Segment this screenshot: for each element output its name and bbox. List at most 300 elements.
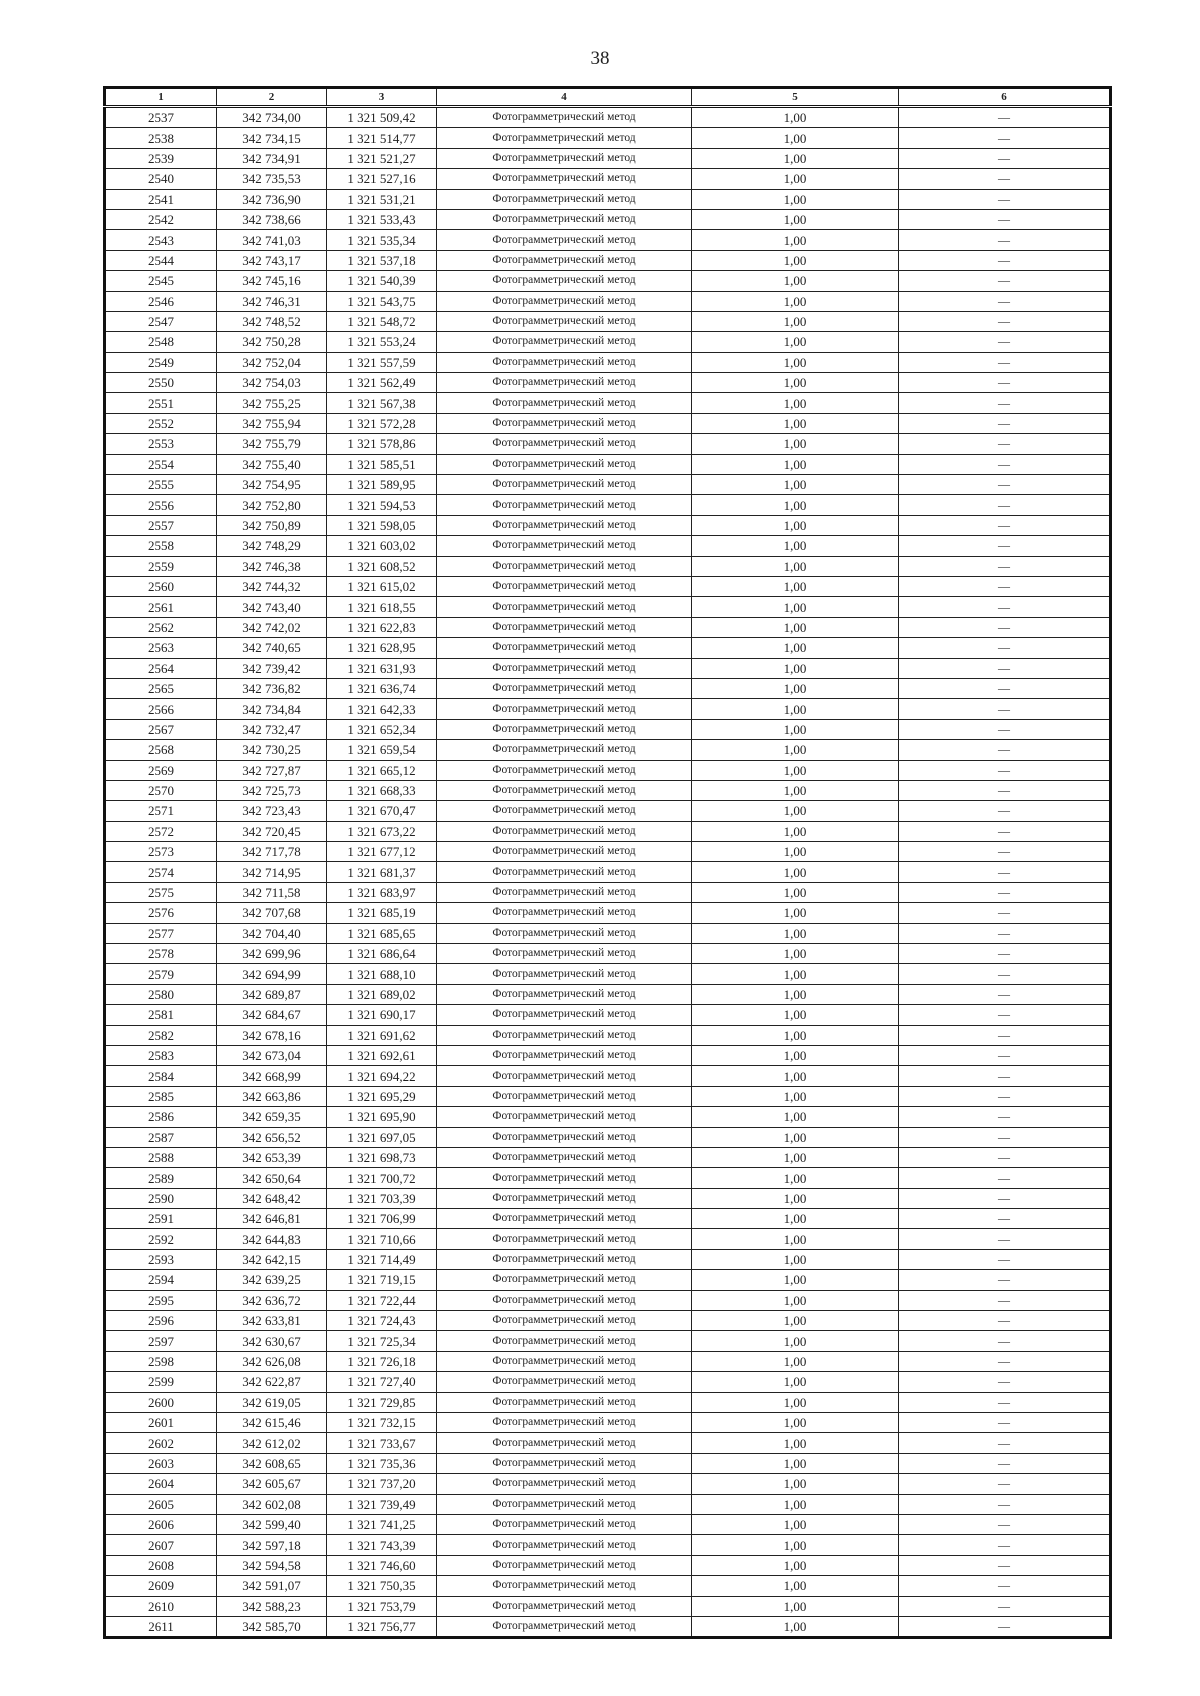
y-coordinate-cell: 1 321 615,02 xyxy=(327,576,437,596)
description-cell: — xyxy=(899,1372,1111,1392)
point-number-cell: 2565 xyxy=(105,678,217,698)
y-coordinate-cell: 1 321 659,54 xyxy=(327,740,437,760)
method-cell: Фотограмметрический метод xyxy=(437,107,692,128)
description-cell: — xyxy=(899,678,1111,698)
x-coordinate-cell: 342 727,87 xyxy=(217,760,327,780)
method-cell: Фотограмметрический метод xyxy=(437,740,692,760)
point-number-cell: 2559 xyxy=(105,556,217,576)
point-number-cell: 2545 xyxy=(105,271,217,291)
method-cell: Фотограмметрический метод xyxy=(437,617,692,637)
column-header-1: 1 xyxy=(105,88,217,107)
accuracy-cell: 1,00 xyxy=(692,760,899,780)
method-cell: Фотограмметрический метод xyxy=(437,1005,692,1025)
method-cell: Фотограмметрический метод xyxy=(437,780,692,800)
table-row xyxy=(105,250,1111,270)
description-cell: — xyxy=(899,1147,1111,1167)
y-coordinate-cell: 1 321 741,25 xyxy=(327,1514,437,1534)
method-cell: Фотограмметрический метод xyxy=(437,495,692,515)
table-body xyxy=(105,107,1111,1638)
y-coordinate-cell: 1 321 572,28 xyxy=(327,413,437,433)
accuracy-cell: 1,00 xyxy=(692,1514,899,1534)
x-coordinate-cell: 342 668,99 xyxy=(217,1066,327,1086)
y-coordinate-cell: 1 321 694,22 xyxy=(327,1066,437,1086)
point-number-cell: 2572 xyxy=(105,821,217,841)
point-number-cell: 2550 xyxy=(105,373,217,393)
point-number-cell: 2567 xyxy=(105,719,217,739)
method-cell: Фотограмметрический метод xyxy=(437,1066,692,1086)
description-cell: — xyxy=(899,964,1111,984)
description-cell: — xyxy=(899,515,1111,535)
point-number-cell: 2588 xyxy=(105,1147,217,1167)
x-coordinate-cell: 342 673,04 xyxy=(217,1045,327,1065)
table-row xyxy=(105,1127,1111,1147)
x-coordinate-cell: 342 743,17 xyxy=(217,250,327,270)
table-row xyxy=(105,515,1111,535)
point-number-cell: 2605 xyxy=(105,1494,217,1514)
accuracy-cell: 1,00 xyxy=(692,1127,899,1147)
x-coordinate-cell: 342 720,45 xyxy=(217,821,327,841)
point-number-cell: 2569 xyxy=(105,760,217,780)
y-coordinate-cell: 1 321 729,85 xyxy=(327,1392,437,1412)
table-row xyxy=(105,1290,1111,1310)
point-number-cell: 2584 xyxy=(105,1066,217,1086)
description-cell: — xyxy=(899,1066,1111,1086)
accuracy-cell: 1,00 xyxy=(692,393,899,413)
table-row xyxy=(105,556,1111,576)
description-cell: — xyxy=(899,617,1111,637)
point-number-cell: 2611 xyxy=(105,1616,217,1637)
accuracy-cell: 1,00 xyxy=(692,1535,899,1555)
accuracy-cell: 1,00 xyxy=(692,1616,899,1637)
y-coordinate-cell: 1 321 618,55 xyxy=(327,597,437,617)
x-coordinate-cell: 342 591,07 xyxy=(217,1576,327,1596)
description-cell: — xyxy=(899,454,1111,474)
accuracy-cell: 1,00 xyxy=(692,1311,899,1331)
method-cell: Фотограмметрический метод xyxy=(437,1270,692,1290)
description-cell: — xyxy=(899,1514,1111,1534)
accuracy-cell: 1,00 xyxy=(692,556,899,576)
method-cell: Фотограмметрический метод xyxy=(437,1249,692,1269)
x-coordinate-cell: 342 653,39 xyxy=(217,1147,327,1167)
y-coordinate-cell: 1 321 603,02 xyxy=(327,536,437,556)
accuracy-cell: 1,00 xyxy=(692,373,899,393)
method-cell: Фотограмметрический метод xyxy=(437,556,692,576)
accuracy-cell: 1,00 xyxy=(692,801,899,821)
description-cell: — xyxy=(899,352,1111,372)
table-row xyxy=(105,1311,1111,1331)
point-number-cell: 2582 xyxy=(105,1025,217,1045)
y-coordinate-cell: 1 321 697,05 xyxy=(327,1127,437,1147)
y-coordinate-cell: 1 321 531,21 xyxy=(327,189,437,209)
method-cell: Фотограмметрический метод xyxy=(437,1209,692,1229)
method-cell: Фотограмметрический метод xyxy=(437,760,692,780)
y-coordinate-cell: 1 321 737,20 xyxy=(327,1474,437,1494)
accuracy-cell: 1,00 xyxy=(692,1372,899,1392)
x-coordinate-cell: 342 732,47 xyxy=(217,719,327,739)
description-cell: — xyxy=(899,1311,1111,1331)
accuracy-cell: 1,00 xyxy=(692,597,899,617)
method-cell: Фотограмметрический метод xyxy=(437,271,692,291)
accuracy-cell: 1,00 xyxy=(692,107,899,128)
table-row xyxy=(105,1596,1111,1616)
x-coordinate-cell: 342 585,70 xyxy=(217,1616,327,1637)
method-cell: Фотограмметрический метод xyxy=(437,862,692,882)
method-cell: Фотограмметрический метод xyxy=(437,1372,692,1392)
point-number-cell: 2570 xyxy=(105,780,217,800)
description-cell: — xyxy=(899,148,1111,168)
x-coordinate-cell: 342 755,40 xyxy=(217,454,327,474)
x-coordinate-cell: 342 605,67 xyxy=(217,1474,327,1494)
accuracy-cell: 1,00 xyxy=(692,169,899,189)
table-row xyxy=(105,128,1111,148)
accuracy-cell: 1,00 xyxy=(692,862,899,882)
point-number-cell: 2563 xyxy=(105,638,217,658)
accuracy-cell: 1,00 xyxy=(692,250,899,270)
table-row xyxy=(105,882,1111,902)
x-coordinate-cell: 342 750,28 xyxy=(217,332,327,352)
accuracy-cell: 1,00 xyxy=(692,128,899,148)
description-cell: — xyxy=(899,1331,1111,1351)
accuracy-cell: 1,00 xyxy=(692,1494,899,1514)
method-cell: Фотограмметрический метод xyxy=(437,719,692,739)
x-coordinate-cell: 342 594,58 xyxy=(217,1555,327,1575)
table-row xyxy=(105,1147,1111,1167)
y-coordinate-cell: 1 321 743,39 xyxy=(327,1535,437,1555)
accuracy-cell: 1,00 xyxy=(692,1290,899,1310)
x-coordinate-cell: 342 734,15 xyxy=(217,128,327,148)
table-row xyxy=(105,678,1111,698)
accuracy-cell: 1,00 xyxy=(692,413,899,433)
description-cell: — xyxy=(899,862,1111,882)
point-number-cell: 2609 xyxy=(105,1576,217,1596)
accuracy-cell: 1,00 xyxy=(692,576,899,596)
x-coordinate-cell: 342 746,38 xyxy=(217,556,327,576)
table-row xyxy=(105,209,1111,229)
accuracy-cell: 1,00 xyxy=(692,678,899,698)
point-number-cell: 2537 xyxy=(105,107,217,128)
x-coordinate-cell: 342 755,94 xyxy=(217,413,327,433)
method-cell: Фотограмметрический метод xyxy=(437,250,692,270)
point-number-cell: 2568 xyxy=(105,740,217,760)
point-number-cell: 2553 xyxy=(105,434,217,454)
y-coordinate-cell: 1 321 681,37 xyxy=(327,862,437,882)
point-number-cell: 2581 xyxy=(105,1005,217,1025)
y-coordinate-cell: 1 321 631,93 xyxy=(327,658,437,678)
y-coordinate-cell: 1 321 578,86 xyxy=(327,434,437,454)
method-cell: Фотограмметрический метод xyxy=(437,1351,692,1371)
description-cell: — xyxy=(899,250,1111,270)
accuracy-cell: 1,00 xyxy=(692,984,899,1004)
description-cell: — xyxy=(899,1555,1111,1575)
accuracy-cell: 1,00 xyxy=(692,1474,899,1494)
point-number-cell: 2555 xyxy=(105,475,217,495)
y-coordinate-cell: 1 321 668,33 xyxy=(327,780,437,800)
x-coordinate-cell: 342 707,68 xyxy=(217,903,327,923)
x-coordinate-cell: 342 754,95 xyxy=(217,475,327,495)
description-cell: — xyxy=(899,393,1111,413)
point-number-cell: 2601 xyxy=(105,1413,217,1433)
accuracy-cell: 1,00 xyxy=(692,882,899,902)
y-coordinate-cell: 1 321 636,74 xyxy=(327,678,437,698)
point-number-cell: 2602 xyxy=(105,1433,217,1453)
accuracy-cell: 1,00 xyxy=(692,1555,899,1575)
description-cell: — xyxy=(899,271,1111,291)
y-coordinate-cell: 1 321 690,17 xyxy=(327,1005,437,1025)
y-coordinate-cell: 1 321 692,61 xyxy=(327,1045,437,1065)
accuracy-cell: 1,00 xyxy=(692,923,899,943)
description-cell: — xyxy=(899,719,1111,739)
method-cell: Фотограмметрический метод xyxy=(437,1392,692,1412)
accuracy-cell: 1,00 xyxy=(692,475,899,495)
method-cell: Фотограмметрический метод xyxy=(437,393,692,413)
accuracy-cell: 1,00 xyxy=(692,332,899,352)
x-coordinate-cell: 342 714,95 xyxy=(217,862,327,882)
x-coordinate-cell: 342 738,66 xyxy=(217,209,327,229)
description-cell: — xyxy=(899,576,1111,596)
method-cell: Фотограмметрический метод xyxy=(437,923,692,943)
method-cell: Фотограмметрический метод xyxy=(437,373,692,393)
method-cell: Фотограмметрический метод xyxy=(437,1413,692,1433)
accuracy-cell: 1,00 xyxy=(692,1331,899,1351)
y-coordinate-cell: 1 321 567,38 xyxy=(327,393,437,413)
point-number-cell: 2561 xyxy=(105,597,217,617)
description-cell: — xyxy=(899,1229,1111,1249)
accuracy-cell: 1,00 xyxy=(692,1209,899,1229)
description-cell: — xyxy=(899,311,1111,331)
accuracy-cell: 1,00 xyxy=(692,821,899,841)
point-number-cell: 2585 xyxy=(105,1086,217,1106)
point-number-cell: 2592 xyxy=(105,1229,217,1249)
x-coordinate-cell: 342 748,29 xyxy=(217,536,327,556)
method-cell: Фотограмметрический метод xyxy=(437,352,692,372)
y-coordinate-cell: 1 321 589,95 xyxy=(327,475,437,495)
method-cell: Фотограмметрический метод xyxy=(437,1229,692,1249)
y-coordinate-cell: 1 321 691,62 xyxy=(327,1025,437,1045)
x-coordinate-cell: 342 622,87 xyxy=(217,1372,327,1392)
method-cell: Фотограмметрический метод xyxy=(437,1596,692,1616)
description-cell: — xyxy=(899,638,1111,658)
accuracy-cell: 1,00 xyxy=(692,1596,899,1616)
table-row xyxy=(105,230,1111,250)
table-row xyxy=(105,944,1111,964)
point-number-cell: 2571 xyxy=(105,801,217,821)
point-number-cell: 2599 xyxy=(105,1372,217,1392)
table-row xyxy=(105,1331,1111,1351)
description-cell: — xyxy=(899,1005,1111,1025)
x-coordinate-cell: 342 642,15 xyxy=(217,1249,327,1269)
y-coordinate-cell: 1 321 622,83 xyxy=(327,617,437,637)
point-number-cell: 2541 xyxy=(105,189,217,209)
x-coordinate-cell: 342 630,67 xyxy=(217,1331,327,1351)
method-cell: Фотограмметрический метод xyxy=(437,1535,692,1555)
method-cell: Фотограмметрический метод xyxy=(437,1616,692,1637)
y-coordinate-cell: 1 321 733,67 xyxy=(327,1433,437,1453)
x-coordinate-cell: 342 740,65 xyxy=(217,638,327,658)
method-cell: Фотограмметрический метод xyxy=(437,1331,692,1351)
table-row xyxy=(105,1351,1111,1371)
point-number-cell: 2546 xyxy=(105,291,217,311)
column-header-6: 6 xyxy=(899,88,1111,107)
accuracy-cell: 1,00 xyxy=(692,454,899,474)
description-cell: — xyxy=(899,434,1111,454)
y-coordinate-cell: 1 321 673,22 xyxy=(327,821,437,841)
table-row xyxy=(105,1025,1111,1045)
table-row xyxy=(105,576,1111,596)
description-cell: — xyxy=(899,373,1111,393)
y-coordinate-cell: 1 321 628,95 xyxy=(327,638,437,658)
accuracy-cell: 1,00 xyxy=(692,291,899,311)
point-number-cell: 2597 xyxy=(105,1331,217,1351)
method-cell: Фотограмметрический метод xyxy=(437,1168,692,1188)
point-number-cell: 2547 xyxy=(105,311,217,331)
table-row xyxy=(105,107,1111,128)
x-coordinate-cell: 342 752,04 xyxy=(217,352,327,372)
description-cell: — xyxy=(899,169,1111,189)
point-number-cell: 2587 xyxy=(105,1127,217,1147)
description-cell: — xyxy=(899,1127,1111,1147)
x-coordinate-cell: 342 723,43 xyxy=(217,801,327,821)
accuracy-cell: 1,00 xyxy=(692,1066,899,1086)
table-row xyxy=(105,617,1111,637)
x-coordinate-cell: 342 734,91 xyxy=(217,148,327,168)
y-coordinate-cell: 1 321 706,99 xyxy=(327,1209,437,1229)
accuracy-cell: 1,00 xyxy=(692,515,899,535)
method-cell: Фотограмметрический метод xyxy=(437,413,692,433)
table-row xyxy=(105,1514,1111,1534)
y-coordinate-cell: 1 321 695,90 xyxy=(327,1107,437,1127)
accuracy-cell: 1,00 xyxy=(692,495,899,515)
method-cell: Фотограмметрический метод xyxy=(437,597,692,617)
y-coordinate-cell: 1 321 703,39 xyxy=(327,1188,437,1208)
table-row xyxy=(105,984,1111,1004)
description-cell: — xyxy=(899,1576,1111,1596)
point-number-cell: 2594 xyxy=(105,1270,217,1290)
x-coordinate-cell: 342 694,99 xyxy=(217,964,327,984)
page-number: 38 xyxy=(590,48,610,69)
accuracy-cell: 1,00 xyxy=(692,638,899,658)
table-row xyxy=(105,1270,1111,1290)
y-coordinate-cell: 1 321 739,49 xyxy=(327,1494,437,1514)
x-coordinate-cell: 342 626,08 xyxy=(217,1351,327,1371)
point-number-cell: 2604 xyxy=(105,1474,217,1494)
point-number-cell: 2543 xyxy=(105,230,217,250)
method-cell: Фотограмметрический метод xyxy=(437,1290,692,1310)
y-coordinate-cell: 1 321 537,18 xyxy=(327,250,437,270)
table-row xyxy=(105,413,1111,433)
point-number-cell: 2607 xyxy=(105,1535,217,1555)
description-cell: — xyxy=(899,842,1111,862)
table-row xyxy=(105,148,1111,168)
description-cell: — xyxy=(899,1453,1111,1473)
accuracy-cell: 1,00 xyxy=(692,1025,899,1045)
description-cell: — xyxy=(899,944,1111,964)
y-coordinate-cell: 1 321 722,44 xyxy=(327,1290,437,1310)
y-coordinate-cell: 1 321 562,49 xyxy=(327,373,437,393)
point-number-cell: 2551 xyxy=(105,393,217,413)
method-cell: Фотограмметрический метод xyxy=(437,1025,692,1045)
method-cell: Фотограмметрический метод xyxy=(437,638,692,658)
method-cell: Фотограмметрический метод xyxy=(437,209,692,229)
accuracy-cell: 1,00 xyxy=(692,699,899,719)
x-coordinate-cell: 342 739,42 xyxy=(217,658,327,678)
column-header-4: 4 xyxy=(437,88,692,107)
accuracy-cell: 1,00 xyxy=(692,1249,899,1269)
accuracy-cell: 1,00 xyxy=(692,536,899,556)
table-row xyxy=(105,1392,1111,1412)
header-row xyxy=(105,88,1111,107)
table-row xyxy=(105,760,1111,780)
description-cell: — xyxy=(899,923,1111,943)
table-row xyxy=(105,801,1111,821)
method-cell: Фотограмметрический метод xyxy=(437,536,692,556)
method-cell: Фотограмметрический метод xyxy=(437,944,692,964)
x-coordinate-cell: 342 755,79 xyxy=(217,434,327,454)
point-number-cell: 2586 xyxy=(105,1107,217,1127)
description-cell: — xyxy=(899,475,1111,495)
method-cell: Фотограмметрический метод xyxy=(437,984,692,1004)
accuracy-cell: 1,00 xyxy=(692,434,899,454)
description-cell: — xyxy=(899,984,1111,1004)
table-row xyxy=(105,434,1111,454)
x-coordinate-cell: 342 736,90 xyxy=(217,189,327,209)
method-cell: Фотограмметрический метод xyxy=(437,1494,692,1514)
method-cell: Фотограмметрический метод xyxy=(437,842,692,862)
table-row xyxy=(105,842,1111,862)
table-row xyxy=(105,1066,1111,1086)
y-coordinate-cell: 1 321 726,18 xyxy=(327,1351,437,1371)
x-coordinate-cell: 342 636,72 xyxy=(217,1290,327,1310)
point-number-cell: 2542 xyxy=(105,209,217,229)
x-coordinate-cell: 342 734,84 xyxy=(217,699,327,719)
description-cell: — xyxy=(899,821,1111,841)
accuracy-cell: 1,00 xyxy=(692,964,899,984)
description-cell: — xyxy=(899,107,1111,128)
y-coordinate-cell: 1 321 686,64 xyxy=(327,944,437,964)
point-number-cell: 2544 xyxy=(105,250,217,270)
x-coordinate-cell: 342 711,58 xyxy=(217,882,327,902)
x-coordinate-cell: 342 633,81 xyxy=(217,1311,327,1331)
accuracy-cell: 1,00 xyxy=(692,311,899,331)
column-header-5: 5 xyxy=(692,88,899,107)
point-number-cell: 2595 xyxy=(105,1290,217,1310)
table-row xyxy=(105,1168,1111,1188)
point-number-cell: 2593 xyxy=(105,1249,217,1269)
point-number-cell: 2538 xyxy=(105,128,217,148)
description-cell: — xyxy=(899,1494,1111,1514)
table-row xyxy=(105,1474,1111,1494)
table-row xyxy=(105,821,1111,841)
x-coordinate-cell: 342 689,87 xyxy=(217,984,327,1004)
y-coordinate-cell: 1 321 700,72 xyxy=(327,1168,437,1188)
point-number-cell: 2564 xyxy=(105,658,217,678)
x-coordinate-cell: 342 659,35 xyxy=(217,1107,327,1127)
table-row xyxy=(105,1249,1111,1269)
description-cell: — xyxy=(899,209,1111,229)
point-number-cell: 2598 xyxy=(105,1351,217,1371)
x-coordinate-cell: 342 678,16 xyxy=(217,1025,327,1045)
table-row xyxy=(105,1086,1111,1106)
point-number-cell: 2579 xyxy=(105,964,217,984)
table-row xyxy=(105,780,1111,800)
y-coordinate-cell: 1 321 533,43 xyxy=(327,209,437,229)
accuracy-cell: 1,00 xyxy=(692,1086,899,1106)
description-cell: — xyxy=(899,1535,1111,1555)
description-cell: — xyxy=(899,1290,1111,1310)
table-row xyxy=(105,740,1111,760)
method-cell: Фотограмметрический метод xyxy=(437,882,692,902)
description-cell: — xyxy=(899,1392,1111,1412)
table-row xyxy=(105,536,1111,556)
